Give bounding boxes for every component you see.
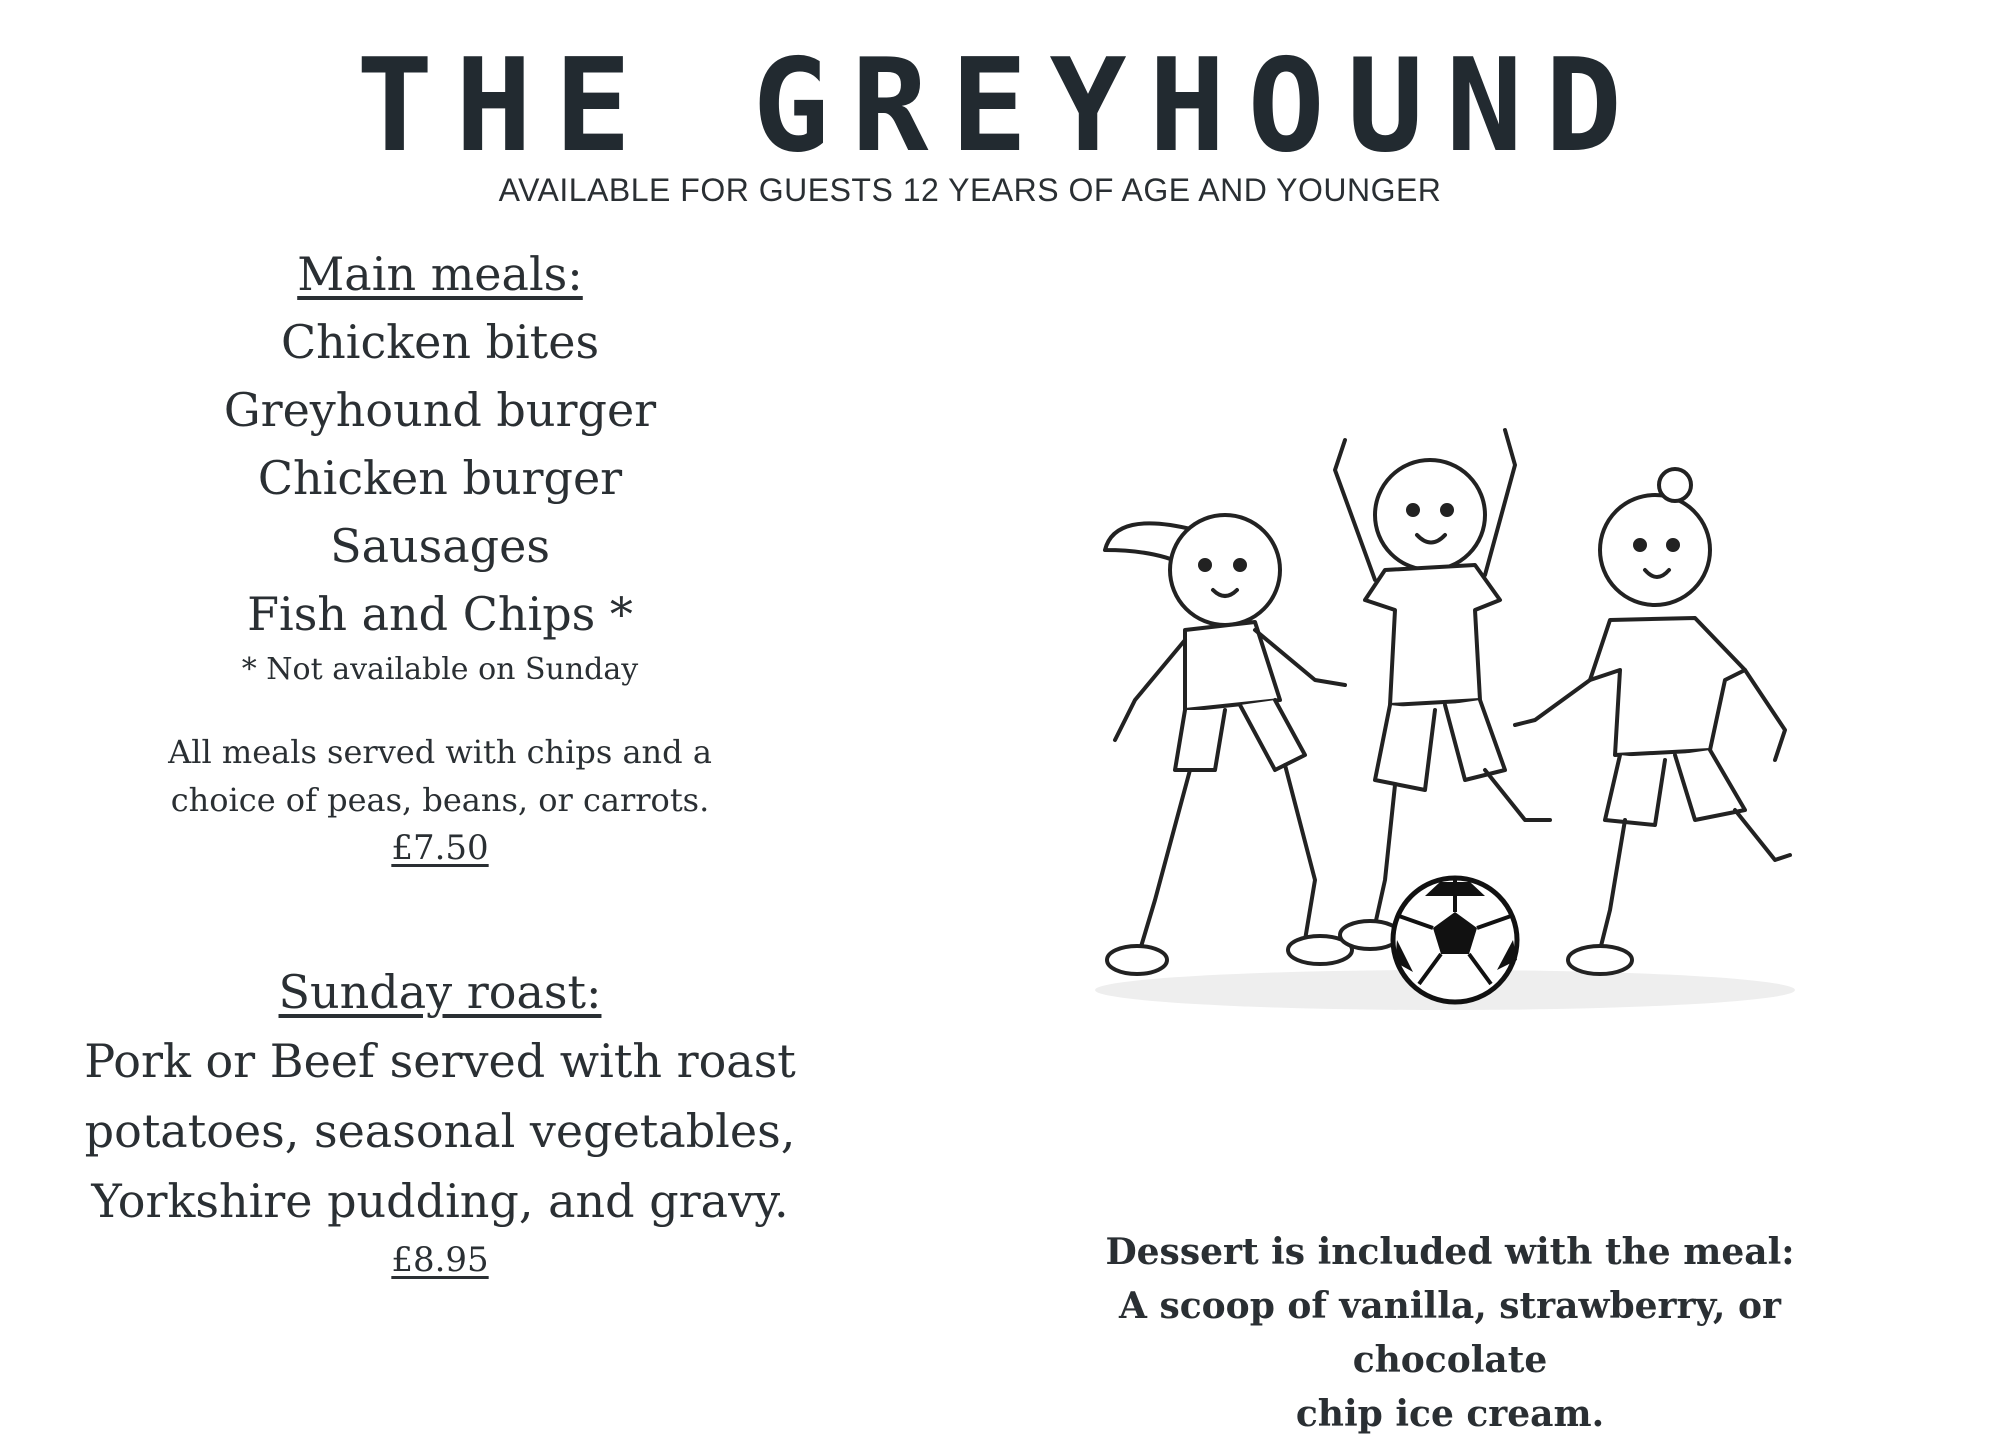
kids-football-illustration (1045, 300, 1845, 1090)
sunday-availability-note: * Not available on Sunday (241, 652, 639, 687)
dessert-line: Dessert is included with the meal: (1105, 1231, 1795, 1273)
sunday-roast-heading: Sunday roast: (278, 965, 602, 1019)
menu-item: Chicken burger (257, 451, 623, 505)
main-meals-description (80, 728, 800, 824)
age-restriction-subtitle: AVAILABLE FOR GUESTS 12 YEARS OF AGE AND YOUNGER (498, 172, 1442, 208)
roast-line: potatoes, seasonal vegetables, (84, 1104, 796, 1158)
main-meals-price: £7.50 (391, 828, 489, 868)
sunday-roast-section (80, 958, 800, 1284)
menu-item: Sausages (330, 519, 550, 573)
sunday-roast-price: £8.95 (391, 1240, 489, 1280)
roast-line: Yorkshire pudding, and gravy. (91, 1174, 789, 1228)
football-icon (1393, 878, 1517, 1002)
restaurant-title: THE GREYHOUND (356, 32, 1644, 181)
menu-item: Fish and Chips * (247, 587, 633, 641)
menu-item: Chicken bites (280, 315, 600, 369)
description-line: All meals served with chips and a (168, 733, 712, 771)
description-line: choice of peas, beans, or carrots. (170, 781, 710, 819)
menu-item: Greyhound burger (223, 383, 657, 437)
menu-left-column (80, 240, 800, 1284)
dessert-line: A scoop of vanilla, strawberry, or chocolate (1119, 1285, 1781, 1381)
dessert-info (1040, 1225, 1860, 1441)
main-meals-heading: Main meals: (297, 247, 583, 301)
dessert-line: chip ice cream. (1295, 1393, 1605, 1435)
roast-line: Pork or Beef served with roast (84, 1034, 796, 1088)
